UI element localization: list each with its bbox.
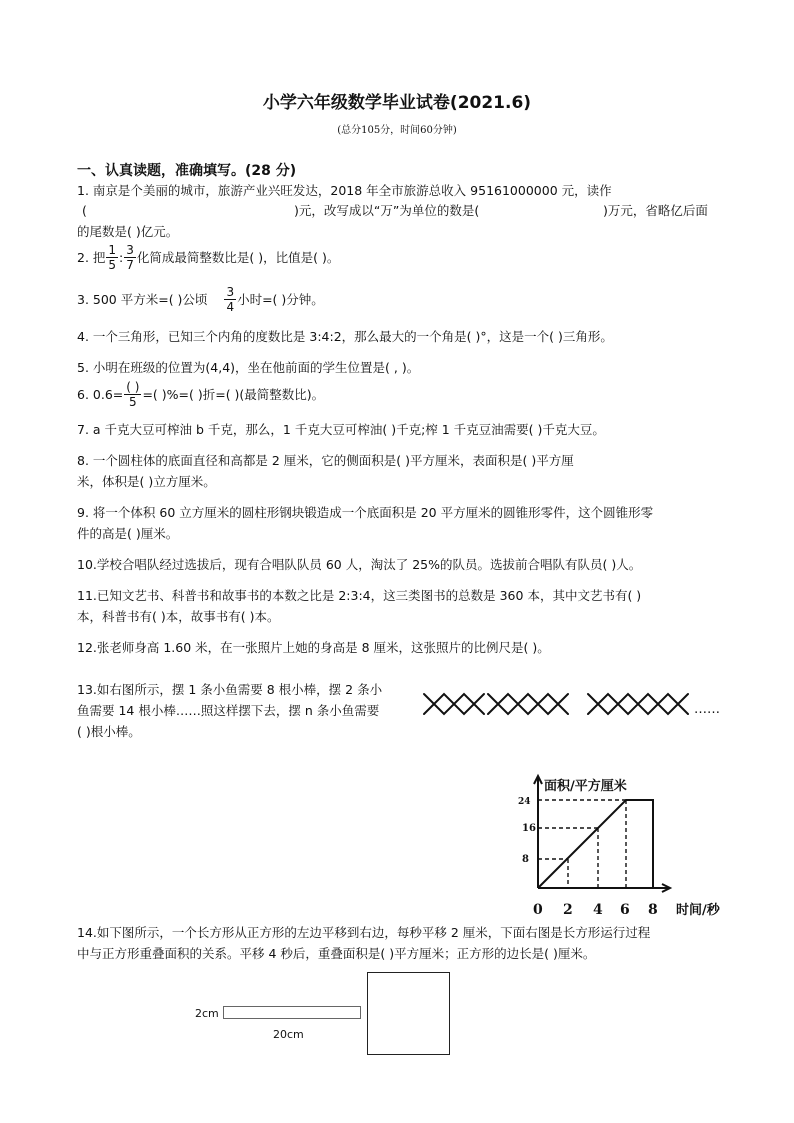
question-9-line-1: 9. 将一个体积 60 立方厘米的圆柱形钢块锻造成一个底面积是 20 平方厘米的圆锥形零件，这个圆锥形零 — [77, 505, 654, 520]
area-line — [538, 800, 653, 888]
fraction-numerator: 3 — [226, 285, 235, 299]
question-2-prefix: 2. 把 — [77, 249, 106, 265]
fish-ellipsis: …… — [694, 702, 720, 717]
fraction-numerator: 1 — [108, 243, 117, 257]
question-7: 7. a 千克大豆可榨油 b 千克，那么，1 千克大豆可榨油( )千克;榨 1 千克豆油需要( )千克大豆。 — [77, 422, 605, 437]
graph-y-label: 面积/平方厘米 — [544, 779, 627, 794]
question-8-line-1: 8. 一个圆柱体的底面直径和高都是 2 厘米，它的侧面积是( )平方厘米，表面积是( )平方厘 — [77, 453, 574, 468]
question-6 — [77, 380, 324, 409]
square-shape — [367, 972, 450, 1055]
question-4: 4. 一个三角形，已知三个内角的度数比是 3:4:2，那么最大的一个角是( )°，这是一个( )三角形。 — [77, 329, 613, 344]
question-5: 5. 小明在班级的位置为(4,4)，坐在他前面的学生位置是( , )。 — [77, 360, 420, 375]
y-tick-16: 16 — [522, 823, 536, 834]
question-13-line-2: 鱼需要 14 根小棒……照这样摆下去，摆 n 条小鱼需要 — [77, 703, 380, 718]
fraction-3-7 — [124, 243, 136, 272]
question-6-suffix: =( )%=( )折=( )(最简整数比)。 — [142, 386, 325, 402]
question-8-line-2: 米，体积是( )立方厘米。 — [77, 474, 216, 489]
page-title: 小学六年级数学毕业试卷(2021.6) — [262, 93, 532, 113]
section-heading: 一、认真读题，准确填写。(28 分) — [77, 163, 297, 179]
question-10: 10.学校合唱队经过选拔后，现有合唱队队员 60 人，淘汰了 25%的队员。选拔前合唱队有队员( )人。 — [77, 557, 642, 572]
x-tick-6: 6 — [620, 902, 630, 918]
fraction-denominator: 4 — [226, 300, 235, 314]
question-11-line-1: 11.已知文艺书、科普书和故事书的本数之比是 2:3:4，这三类图书的总数是 360 本，其中文艺书有( ) — [77, 588, 642, 603]
question-1-line-3: 的尾数是( )亿元。 — [77, 224, 179, 239]
moving-rectangle — [223, 1006, 361, 1019]
question-12: 12.张老师身高 1.60 米，在一张照片上她的身高是 8 厘米，这张照片的比例尺是( )。 — [77, 640, 550, 655]
rectangle-height-label: 2cm — [195, 1007, 219, 1020]
fraction-denominator: 7 — [126, 258, 134, 272]
graph-x-label: 时间/秒 — [676, 903, 720, 918]
question-13-line-1: 13.如右图所示，摆 1 条小鱼需要 8 根小棒，摆 2 条小 — [77, 682, 383, 697]
rectangle-length-label: 20cm — [273, 1028, 304, 1041]
fraction-numerator: 3 — [126, 243, 134, 257]
x-tick-8: 8 — [648, 902, 658, 918]
question-11-line-2: 本，科普书有( )本，故事书有( )本。 — [77, 609, 280, 624]
question-3-prefix: 3. 500 平方米=( )公顷 — [77, 291, 208, 307]
fish-sticks-figure — [420, 680, 730, 736]
fish-group-3 — [588, 694, 688, 714]
x-tick-4: 4 — [593, 902, 603, 918]
fraction-3-4 — [224, 285, 236, 314]
fraction-denominator: 5 — [129, 395, 137, 409]
question-1-line-1: 1. 南京是个美丽的城市，旅游产业兴旺发达，2018 年全市旅游总收入 95161000000 元，读作 — [77, 183, 612, 198]
fraction-1-5 — [106, 243, 118, 272]
ratio-colon: : — [119, 249, 124, 265]
question-2 — [77, 243, 339, 272]
y-tick-8: 8 — [522, 854, 529, 865]
question-13-line-3: ( )根小棒。 — [77, 724, 141, 739]
page-subtitle: (总分105分，时间60分钟) — [337, 125, 457, 136]
fraction-numerator: ( ) — [126, 380, 140, 394]
question-3 — [77, 285, 324, 314]
question-1-line-2-b: )元，改写成以“万”为单位的数是( — [294, 203, 480, 218]
fish-group-2 — [488, 694, 568, 714]
x-tick-2: 2 — [563, 902, 573, 918]
area-time-graph — [500, 770, 730, 920]
question-1-line-2-a: ( — [82, 203, 87, 218]
question-1-line-2-c: )万元，省略亿后面 — [603, 203, 708, 218]
question-6-prefix: 6. 0.6= — [77, 386, 124, 402]
fish-group-1 — [424, 694, 484, 714]
question-9-line-2: 件的高是( )厘米。 — [77, 526, 179, 541]
y-tick-24: 24 — [518, 797, 531, 807]
question-2-suffix: 化简成最简整数比是( )，比值是( )。 — [136, 249, 340, 265]
question-14-line-1: 14.如下图所示，一个长方形从正方形的左边平移到右边，每秒平移 2 厘米，下面右图是长方形运行过程 — [77, 925, 651, 940]
x-tick-0: 0 — [533, 902, 543, 918]
question-3-suffix: 小时=( )分钟。 — [237, 291, 324, 307]
question-14-line-2: 中与正方形重叠面积的关系。平移 4 秒后，重叠面积是( )平方厘米；正方形的边长是( )厘米。 — [77, 946, 596, 961]
fraction-denominator: 5 — [108, 258, 117, 272]
fraction-blank-5 — [124, 380, 141, 409]
